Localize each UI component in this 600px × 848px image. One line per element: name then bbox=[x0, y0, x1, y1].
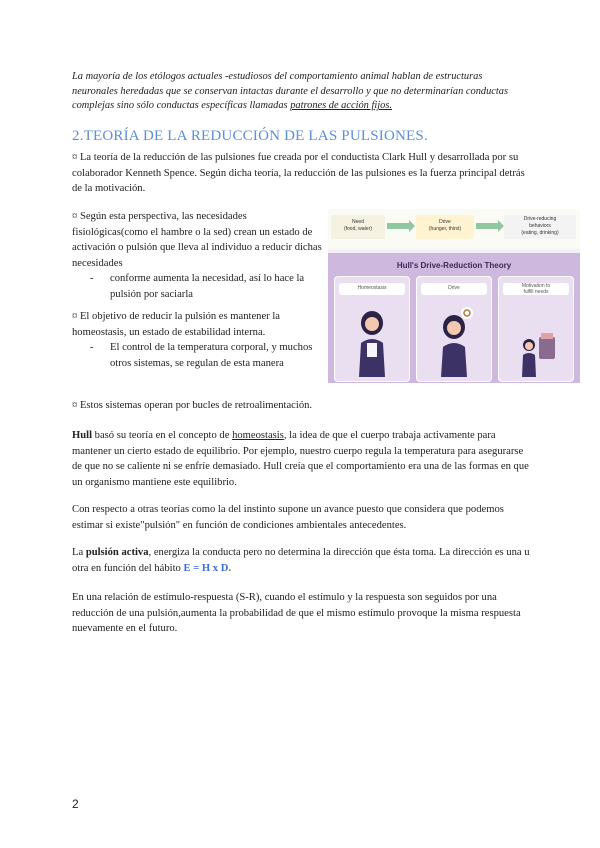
homeostasis-link[interactable]: homeostasis bbox=[232, 430, 284, 441]
habit-formula: E = H x D. bbox=[183, 562, 232, 574]
paragraph-hull-homeostasis bbox=[72, 428, 532, 490]
active-drive-bold: pulsión activa bbox=[85, 547, 149, 558]
hull-text-1: basó su teoría en el concepto de bbox=[92, 430, 233, 441]
hungry-woman-icon bbox=[435, 307, 473, 377]
flow-arrow-icon bbox=[476, 223, 498, 229]
intro-link[interactable]: patrones de acción fijos. bbox=[290, 100, 392, 112]
list-item: - El control de la temperatura corporal, y muchos otros sistemas, se regulan de esta manera bbox=[72, 340, 322, 371]
active-drive-text-1: La bbox=[72, 547, 86, 558]
drive-card bbox=[416, 276, 492, 382]
card-label: Drive bbox=[421, 283, 487, 295]
flow-behavior-box: Drive-reducing behaviors (eating, drinking) bbox=[504, 215, 576, 239]
card-label: Homeostasis bbox=[339, 283, 405, 295]
calm-woman-icon bbox=[353, 307, 391, 377]
flow-need-box: Need (food, water) bbox=[331, 215, 385, 239]
flow-drive-box: Drive (hunger, thirst) bbox=[416, 215, 474, 239]
flow-arrow-icon bbox=[387, 223, 409, 229]
hull-bold: Hull bbox=[72, 430, 93, 441]
homeostasis-list bbox=[72, 340, 322, 371]
hull-text-2: , la idea de que el cuerpo trabaja activamente para mantener un cierto estado de equilibrio. Por ejemplo, nuestro cuerpo regula la temperatura para asegurarse de que no se caliente ni se enfríe demasiado. Hull creía que el comportamiento era una de las formas en que un organismo mantiene este equilibrio. bbox=[72, 430, 529, 488]
paragraph-stimulus-response: En una relación de estímulo-respuesta (S-R), cuando el estímulo y la respuesta son seguidos por una reducción de una pulsión,aumenta la probabilidad de que el mismo estímulo provoque la misma respuesta nuevamente en el futuro. bbox=[72, 592, 521, 634]
card-label: Motivation to fulfill needs bbox=[503, 283, 569, 295]
motivation-card bbox=[498, 276, 574, 382]
perspective-list bbox=[72, 271, 322, 302]
perspective-text: ¤ Según esta perspectiva, las necesidades fisiológicas(como el hambre o la sed) crean un estado de activación o pulsión que lleva al individuo a reducir dichas necesidades bbox=[72, 211, 322, 269]
intro-text: La mayoría de los etólogos actuales -estudiosos del comportamiento animal hablan de estructuras neuronales heredadas que se conservan intactas durante el desarrollo y que no determinarían conductas complejas sino sólo conductas específicas llamadas bbox=[72, 71, 509, 112]
drive-reduction-illustration bbox=[328, 209, 580, 383]
active-drive-text-2: , energiza la conducta pero no determina la dirección que ésta toma. La dirección es una u otra en función del hábito bbox=[72, 547, 530, 574]
section-heading: 2.TEORÍA DE LA REDUCCIÓN DE LAS PULSIONES. bbox=[72, 128, 428, 144]
paragraph-feedback: ¤ Estos sistemas operan por bucles de retroalimentación. bbox=[72, 400, 313, 411]
illustration-title: Hull's Drive-Reduction Theory bbox=[396, 261, 512, 270]
page-number: 2 bbox=[72, 797, 79, 811]
homeostasis-text: ¤ El objetivo de reducir la pulsión es mantener la homeostasis, un estado de estabilidad interna. bbox=[72, 311, 280, 338]
walking-woman-icon bbox=[517, 307, 555, 377]
list-item: - conforme aumenta la necesidad, así lo hace la pulsión por saciarla bbox=[72, 271, 322, 302]
paragraph-perspective bbox=[72, 209, 322, 302]
homeostasis-card bbox=[334, 276, 410, 382]
flow-strip bbox=[328, 209, 580, 249]
paragraph-hull-intro: ¤ La teoría de la reducción de las pulsiones fue creada por el conductista Clark Hull y desarrollada por su colaborador Kenneth Spence. Según dicha teoría, la reducción de las pulsiones es la fuerza principal detrás de la motivación. bbox=[72, 152, 525, 194]
intro-paragraph bbox=[72, 70, 530, 114]
paragraph-homeostasis bbox=[72, 309, 322, 371]
paragraph-instinct: Con respecto a otras teorías como la del instinto supone un avance puesto que considera que podemos estimar si existe"pulsión" en función de condiciones ambientales antecedentes. bbox=[72, 504, 504, 531]
paragraph-active-drive bbox=[72, 545, 532, 576]
